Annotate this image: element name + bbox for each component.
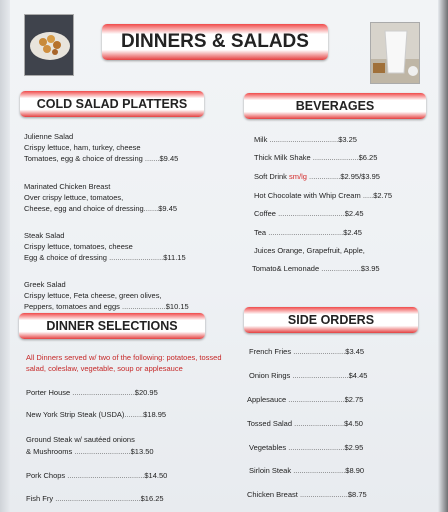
leader-dots: ........................... xyxy=(288,443,345,452)
item-price: $2.45 xyxy=(343,228,362,237)
item-price: $13.50 xyxy=(130,447,154,456)
beverage-row xyxy=(254,135,357,144)
item-description: Over crispy lettuce, tomatoes, xyxy=(24,193,124,202)
item-name: Greek Salad xyxy=(24,280,66,289)
dinner-row xyxy=(26,435,135,444)
cold-salad-item xyxy=(24,279,189,312)
leader-dots: ........................ xyxy=(294,419,345,428)
leader-dots: ..................................... xyxy=(67,471,145,480)
item-price: $16.25 xyxy=(140,494,164,503)
item-price: $2.75 xyxy=(344,395,364,404)
item-price-line xyxy=(24,301,189,312)
item-description: Tomatoes, egg & choice of dressing xyxy=(24,154,143,163)
beverage-row xyxy=(254,228,362,237)
item-price: $4.50 xyxy=(344,419,363,428)
leader-dots: ....... xyxy=(144,154,160,163)
cold-salad-item xyxy=(24,181,177,214)
dinner-note: All Dinners served w/ two of the following: potatoes, tossed salad, coleslaw, vegetable, soup or applesauce xyxy=(26,353,222,373)
item-name: & Mushrooms xyxy=(26,447,73,456)
item-name: Julienne Salad xyxy=(24,132,74,141)
item-description: Egg & choice of dressing xyxy=(24,253,107,262)
sides-heading-text: SIDE ORDERS xyxy=(287,313,375,327)
item-price: $10.15 xyxy=(165,302,189,311)
sides-heading xyxy=(244,307,418,333)
side-row xyxy=(249,347,364,356)
dinner-row xyxy=(26,447,154,456)
item-name: Applesauce xyxy=(247,395,287,404)
item-name: Tossed Salad xyxy=(247,419,293,428)
leader-dots: ...................... xyxy=(312,153,359,162)
leader-dots: ................... xyxy=(321,264,361,273)
item-price-line xyxy=(24,203,177,214)
beverage-row xyxy=(254,209,364,218)
leader-dots: ..................... xyxy=(122,302,166,311)
item-description: Crispy lettuce, ham, turkey, cheese xyxy=(24,143,141,152)
side-row xyxy=(247,490,367,499)
item-name: Steak Salad xyxy=(24,231,65,240)
cold-salad-heading xyxy=(20,91,204,117)
beverage-row xyxy=(252,264,380,273)
cold-salad-item xyxy=(24,230,186,263)
milk-photo xyxy=(370,22,420,84)
dinner-heading-text: DINNER SELECTIONS xyxy=(46,319,178,333)
item-name: Ground Steak w/ sautéed onions xyxy=(26,435,135,444)
item-price: $20.95 xyxy=(134,388,158,397)
item-name: Hot Chocolate with Whip Cream xyxy=(254,191,361,200)
cold-salad-heading-text: COLD SALAD PLATTERS xyxy=(36,97,188,111)
leader-dots: .............................. xyxy=(72,388,135,397)
leader-dots: .................................... xyxy=(268,228,344,237)
page-title xyxy=(102,24,328,60)
item-price: $3.25 xyxy=(338,135,357,144)
item-name: Porter House xyxy=(26,388,71,397)
item-price: $8.75 xyxy=(347,490,367,499)
leader-dots: ......................... xyxy=(293,347,346,356)
frame-edge-right xyxy=(438,0,448,512)
leader-dots: ................................. xyxy=(269,135,339,144)
leader-dots: ............... xyxy=(309,172,341,181)
item-price-line xyxy=(24,153,178,164)
item-price-line xyxy=(24,252,186,263)
side-row xyxy=(249,371,367,380)
size-label: sm/lg xyxy=(289,172,307,181)
item-name: French Fries xyxy=(249,347,292,356)
beverage-row xyxy=(254,153,377,162)
item-name: Tomato& Lemonade xyxy=(252,264,320,273)
item-price: $2.45 xyxy=(344,209,364,218)
beverage-row xyxy=(254,172,380,181)
item-name: Juices Orange, Grapefruit, Apple, xyxy=(254,246,365,255)
item-price: $14.50 xyxy=(144,471,168,480)
item-price: $4.45 xyxy=(348,371,368,380)
item-name: Milk xyxy=(254,135,268,144)
item-price: $18.95 xyxy=(143,410,167,419)
item-name: Sirloin Steak xyxy=(249,466,292,475)
item-price: $8.90 xyxy=(345,466,365,475)
item-price: $3.45 xyxy=(345,347,365,356)
leader-dots: ................................ xyxy=(278,209,345,218)
page-title-text: DINNERS & SALADS xyxy=(121,31,309,52)
beverages-heading xyxy=(244,93,426,119)
item-description: Cheese, egg and choice of dressing xyxy=(24,204,144,213)
leader-dots: ......................... xyxy=(293,466,346,475)
item-price: $3.95 xyxy=(360,264,380,273)
item-name: Tea xyxy=(254,228,267,237)
leader-dots: ......................................... xyxy=(55,494,141,503)
dinner-row xyxy=(26,494,164,503)
item-price: $11.15 xyxy=(163,253,186,262)
item-name: Soft Drink xyxy=(254,172,287,181)
side-row xyxy=(249,466,364,475)
beverages-heading-text: BEVERAGES xyxy=(295,99,375,113)
leader-dots: ........................... xyxy=(288,395,345,404)
item-name: Fish Fry xyxy=(26,494,54,503)
item-description: Peppers, tomatoes and eggs xyxy=(24,302,120,311)
item-price: $6.25 xyxy=(358,153,378,162)
item-name: Marinated Chicken Breast xyxy=(24,182,111,191)
leader-dots: ..... xyxy=(362,191,374,200)
item-price: $2.95/$3.95 xyxy=(340,172,380,181)
item-price: $2.75 xyxy=(373,191,393,200)
item-description: Crispy lettuce, Feta cheese, green olives, xyxy=(24,291,162,300)
leader-dots: ........................... xyxy=(292,371,349,380)
beverage-row xyxy=(254,246,365,255)
side-row xyxy=(249,443,363,452)
item-name: Chicken Breast xyxy=(247,490,298,499)
food-photo xyxy=(24,14,74,76)
cold-salad-item xyxy=(24,131,178,164)
item-name: Coffee xyxy=(254,209,276,218)
frame-edge-left xyxy=(0,0,10,512)
beverage-row xyxy=(254,191,392,200)
leader-dots: ....................... xyxy=(299,490,348,499)
item-name: Vegetables xyxy=(249,443,287,452)
dinner-row xyxy=(26,410,166,419)
side-row xyxy=(247,395,363,404)
dinner-row xyxy=(26,388,158,397)
leader-dots: ........................... xyxy=(74,447,131,456)
item-name: Thick Milk Shake xyxy=(254,153,311,162)
item-price: $9.45 xyxy=(159,154,179,163)
item-price: $9.45 xyxy=(158,204,178,213)
item-name: Pork Chops xyxy=(26,471,66,480)
item-name: Onion Rings xyxy=(249,371,291,380)
leader-dots: ......... xyxy=(124,410,144,419)
item-description: Crispy lettuce, tomatoes, cheese xyxy=(24,242,133,251)
side-row xyxy=(247,419,363,428)
item-name: New York Strip Steak (USDA) xyxy=(26,410,125,419)
item-price: $2.95 xyxy=(344,443,364,452)
leader-dots: .......................... xyxy=(109,253,164,262)
dinner-row xyxy=(26,471,167,480)
dinner-heading xyxy=(19,313,205,339)
leader-dots: ....... xyxy=(143,204,159,213)
